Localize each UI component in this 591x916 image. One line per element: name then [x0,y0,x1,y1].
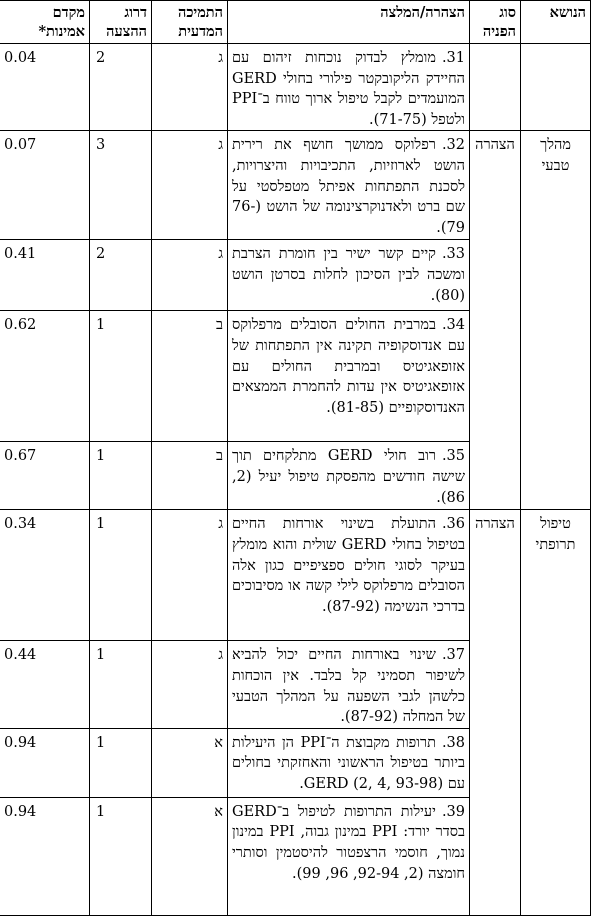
statement-number: 39. [441,803,465,820]
statement-number: 32. [441,137,465,154]
topic-cell: מהלך טבעי [521,131,591,510]
grade-cell: 1 [90,797,152,915]
support-cell: א [152,797,228,915]
grade-cell: 1 [90,311,152,442]
topic-cell [521,44,591,131]
statement-cell [228,240,470,311]
support-cell: ג [152,240,228,311]
statement-text: יעילות התרופות לטיפול ב־GERD בסדר יורד: PPI במינון גבוה, PPI במינון נמוך, חוסמי הרצפטור להיסטמין וסותרי חומצה (2, 92-94, 96, 99). [232,803,465,882]
statement-cell [228,510,470,641]
statement-text: רפלוקס ממושך חושף את רירית הושט לארוזיות, התכיבויות והיצרויות, לסכנת התפתחות אפיתל מטפלסטי על שם ברט ולאדנוקרצינומה של הושט (76-79). [232,137,465,236]
support-cell: ג [152,131,228,240]
statement-cell [228,641,470,728]
grade-cell: 1 [90,442,152,510]
statement-cell [228,728,470,797]
kappa-cell: 0.94 [0,728,90,797]
table-row [0,510,591,641]
support-cell: ג [152,44,228,131]
header-grade: דרוג ההצעה [90,1,152,44]
header-support: התמיכה המדעית [152,1,228,44]
statement-text: התועלת בשינוי אורחות החיים בטיפול בחולי GERD שולית והוא מומלץ בעיקר לסוגי חולים ספציפיים כגון אלה הסובלים מרפלוקס לילי קשה או מסיבוכים בדרכי הנשימה (87-92). [232,516,465,615]
grade-cell: 1 [90,510,152,641]
header-topic: הנושא [521,1,591,44]
statement-number: 31. [441,50,465,66]
support-cell: ג [152,641,228,728]
type-cell [470,44,521,131]
statement-number: 34. [441,317,465,334]
support-cell: א [152,728,228,797]
statement-text: תרופות מקבוצת ה־PPI הן היעילות ביותר בטיפול הראשוני והאחזקתי בחולים עם GERD (2, 4, 93-98). [232,734,465,792]
type-cell: הצהרה [470,510,521,915]
support-cell: ג [152,510,228,641]
statement-cell [228,797,470,915]
grade-cell: 2 [90,44,152,131]
statement-text: קיים קשר ישיר בין חומרת הצרבת ומשכה לבין הסיכון לחלות בסרטן הושט (80). [232,246,465,304]
statement-number: 33. [441,246,465,263]
statement-text: רוב חולי GERD מתלקחים תוך שישה חודשים מהפסקת טיפול יעיל (2, 86). [232,448,465,506]
statement-text: מומלץ לבדוק נוכחות זיהום עם החיידק הליקובקטר פילורי בחולי GERD המועמדים לקבל טיפול ארוך טווח ב־PPI ולטפל (71-75). [232,50,465,128]
kappa-cell: 0.94 [0,797,90,915]
type-cell: הצהרה [470,131,521,510]
kappa-cell: 0.62 [0,311,90,442]
kappa-cell: 0.41 [0,240,90,311]
topic-cell: טיפול תרופתי [521,510,591,915]
statement-text: במרבית החולים הסובלים מרפלוקס עם אנדוסקופיה תקינה אין התפתחות של אזופאגיטיס ובמרבית החולים עם אזופאגיטיס אין עדות להחמרת הממצאים האנדוסקופיים (81-85). [232,317,465,416]
support-cell: ב [152,311,228,442]
kappa-cell: 0.04 [0,44,90,131]
statement-text: שינוי באורחות החיים יכול להביא לשיפור תסמיני קל בלבד. אין הוכחות כלשהן לגבי השפעה על המהלך הטבעי של המחלה (87-92). [232,647,465,726]
table-row [0,44,591,131]
grade-cell: 2 [90,240,152,311]
kappa-cell: 0.44 [0,641,90,728]
kappa-cell: 0.34 [0,510,90,641]
kappa-cell: 0.07 [0,131,90,240]
header-kappa: מקדם אמינות* [0,1,90,44]
statement-cell [228,311,470,442]
header-type: סוג הפניה [470,1,521,44]
statement-cell [228,442,470,510]
statement-cell [228,44,470,131]
grade-cell: 1 [90,728,152,797]
statement-number: 35. [441,448,465,465]
kappa-cell: 0.67 [0,442,90,510]
grade-cell: 1 [90,641,152,728]
grade-cell: 3 [90,131,152,240]
statement-number: 38. [441,734,465,751]
statement-cell [228,131,470,240]
support-cell: ב [152,442,228,510]
table-row [0,131,591,240]
table-header-row [0,1,591,44]
statement-number: 36. [441,516,465,533]
statement-number: 37. [441,647,465,664]
header-statement: הצהרה/המלצה [228,1,470,44]
